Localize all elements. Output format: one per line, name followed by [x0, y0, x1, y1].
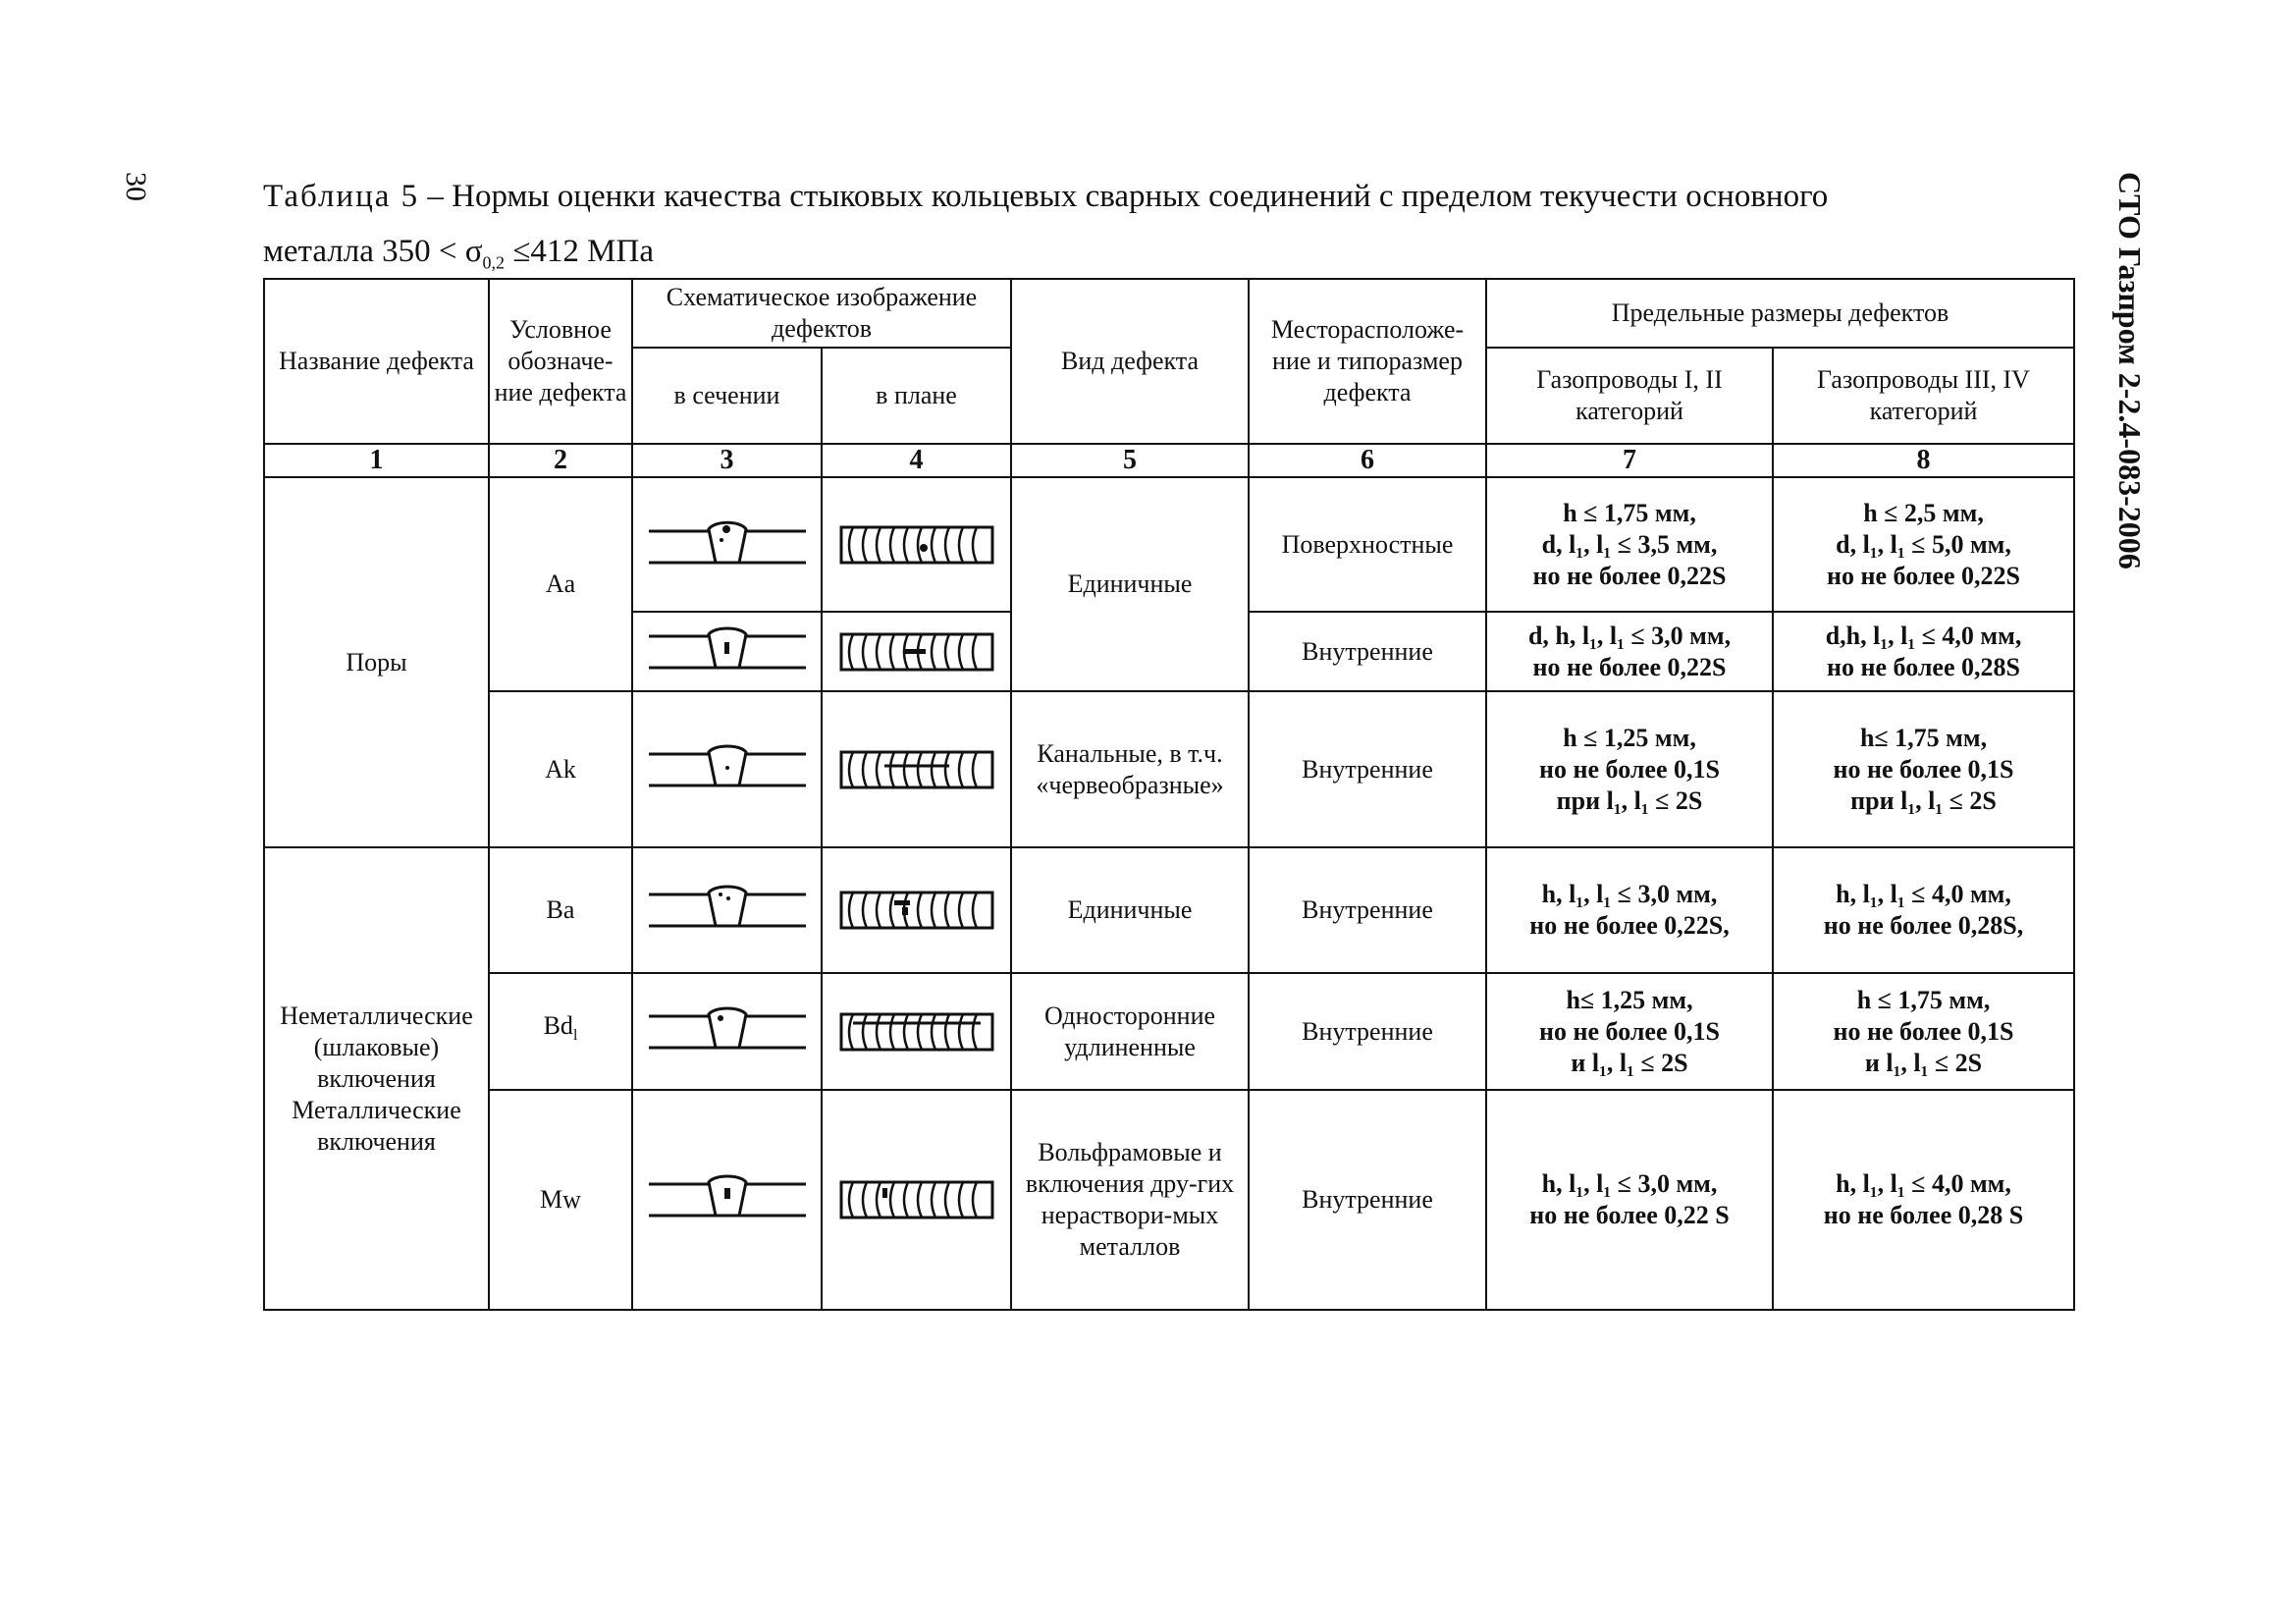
limits-cat-1-2: h≤ 1,25 мм, но не более 0,1S и l₁, l₁ ≤ 2S: [1486, 973, 1773, 1090]
section-sketch-ak: [632, 691, 822, 847]
location-aa-internal: Внутренние: [1249, 612, 1486, 691]
column-number: 7: [1486, 444, 1773, 477]
table-row: [264, 847, 2074, 973]
plan-sketch-mw: [822, 1090, 1011, 1310]
type-ak: Канальные, в т.ч. «червеобразные»: [1011, 691, 1249, 847]
group-inclusions: Неметаллические (шлаковые) включения Металлические включения: [264, 847, 489, 1310]
page-number: 30: [120, 172, 152, 201]
limits-cat-1-2: h ≤ 1,25 мм, но не более 0,1S при l₁, l₁ ≤ 2S: [1486, 691, 1773, 847]
group-pores: Поры: [264, 477, 489, 847]
table-row: [264, 1090, 2074, 1310]
column-number: 8: [1773, 444, 2074, 477]
column-number: 6: [1249, 444, 1486, 477]
weld-plan-sketch: [833, 517, 1000, 572]
limits-cat-1-2: h, l₁, l₁ ≤ 3,0 мм, но не более 0,22 S: [1486, 1090, 1773, 1310]
code-aa: Aa: [489, 477, 632, 691]
table-row: [264, 691, 2074, 847]
weld-section-sketch: [644, 883, 811, 938]
limits-cat-3-4: h ≤ 2,5 мм, d, l₁, l₁ ≤ 5,0 мм, но не более 0,22S: [1773, 477, 2074, 612]
column-number: 5: [1011, 444, 1249, 477]
column-number: 2: [489, 444, 632, 477]
norms-table: [263, 278, 2075, 1311]
weld-plan-sketch: [833, 742, 1000, 797]
weld-plan-sketch: [833, 1172, 1000, 1227]
location-ba: Внутренние: [1249, 847, 1486, 973]
location-mw: Внутренние: [1249, 1090, 1486, 1310]
limits-cat-3-4: h, l₁, l₁ ≤ 4,0 мм, но не более 0,28 S: [1773, 1090, 2074, 1310]
section-sketch-bd: [632, 973, 822, 1090]
column-number: 1: [264, 444, 489, 477]
weld-plan-sketch: [833, 883, 1000, 938]
header-defect-type: Вид дефекта: [1011, 279, 1249, 444]
header-cat-3-4: Газопроводы III, IV категорий: [1773, 348, 2074, 444]
weld-plan-sketch: [833, 1004, 1000, 1059]
table-row: [264, 973, 2074, 1090]
table-title-line2-end: ≤412 МПа: [505, 234, 654, 269]
limits-cat-3-4: h≤ 1,75 мм, но не более 0,1S при l₁, l₁ ≤ 2S: [1773, 691, 2074, 847]
plan-sketch-ak: [822, 691, 1011, 847]
header-defect-name: Название дефекта: [264, 279, 489, 444]
type-ba: Единичные: [1011, 847, 1249, 973]
weld-plan-sketch: [833, 624, 1000, 679]
type-aa: Единичные: [1011, 477, 1249, 691]
document-code-header: СТО Газпром 2-2.4-083-2006: [2112, 172, 2148, 569]
code-mw: Mw: [489, 1090, 632, 1310]
header-designation: Условное обозначе-ние дефекта: [489, 279, 632, 444]
section-sketch-mw: [632, 1090, 822, 1310]
header-location: Месторасположе-ние и типоразмер дефекта: [1249, 279, 1486, 444]
column-number-row: [264, 444, 2074, 477]
yield-subscript: 0,2: [482, 252, 506, 273]
code-ak: Ak: [489, 691, 632, 847]
type-mw: Вольфрамовые и включения дру-гих нераствори-мых металлов: [1011, 1090, 1249, 1310]
location-bd: Внутренние: [1249, 973, 1486, 1090]
limits-cat-1-2: h ≤ 1,75 мм, d, l₁, l₁ ≤ 3,5 мм, но не более 0,22S: [1486, 477, 1773, 612]
table-title-line2: металла 350 < σ: [263, 234, 483, 269]
code-ba: Ba: [489, 847, 632, 973]
header-schematic: Схематическое изображение дефектов: [632, 279, 1011, 348]
header-in-plan: в плане: [822, 348, 1011, 444]
location-aa-surface: Поверхностные: [1249, 477, 1486, 612]
limits-cat-3-4: h, l₁, l₁ ≤ 4,0 мм, но не более 0,28S,: [1773, 847, 2074, 973]
plan-sketch-aa-internal: [822, 612, 1011, 691]
table-row: [264, 477, 2074, 612]
location-ak: Внутренние: [1249, 691, 1486, 847]
plan-sketch-aa-surface: [822, 477, 1011, 612]
header-limits: Предельные размеры дефектов: [1486, 279, 2074, 348]
header-row: [264, 279, 2074, 348]
weld-section-sketch: [644, 1172, 811, 1227]
type-bd: Односторонние удлиненные: [1011, 973, 1249, 1090]
limits-cat-3-4: d,h, l₁, l₁ ≤ 4,0 мм, но не более 0,28S: [1773, 612, 2074, 691]
weld-section-sketch: [644, 742, 811, 797]
section-sketch-aa-surface: [632, 477, 822, 612]
column-number: 4: [822, 444, 1011, 477]
code-bd: $Bd_l$: [489, 973, 632, 1090]
section-sketch-ba: [632, 847, 822, 973]
weld-section-sketch: [644, 1004, 811, 1059]
table-label: Таблица 5: [263, 179, 420, 214]
header-in-section: в сечении: [632, 348, 822, 444]
limits-cat-1-2: d, h, l₁, l₁ ≤ 3,0 мм, но не более 0,22S: [1486, 612, 1773, 691]
limits-cat-1-2: h, l₁, l₁ ≤ 3,0 мм, но не более 0,22S,: [1486, 847, 1773, 973]
table-caption: [263, 169, 2079, 291]
limits-cat-3-4: h ≤ 1,75 мм, но не более 0,1S и l₁, l₁ ≤ 2S: [1773, 973, 2074, 1090]
table-title-line1: – Нормы оценки качества стыковых кольцевых сварных соединений с пределом текучести основного: [419, 179, 1829, 214]
weld-section-sketch: [644, 624, 811, 679]
weld-section-sketch: [644, 517, 811, 572]
header-cat-1-2: Газопроводы I, II категорий: [1486, 348, 1773, 444]
plan-sketch-bd: [822, 973, 1011, 1090]
plan-sketch-ba: [822, 847, 1011, 973]
column-number: 3: [632, 444, 822, 477]
section-sketch-aa-internal: [632, 612, 822, 691]
